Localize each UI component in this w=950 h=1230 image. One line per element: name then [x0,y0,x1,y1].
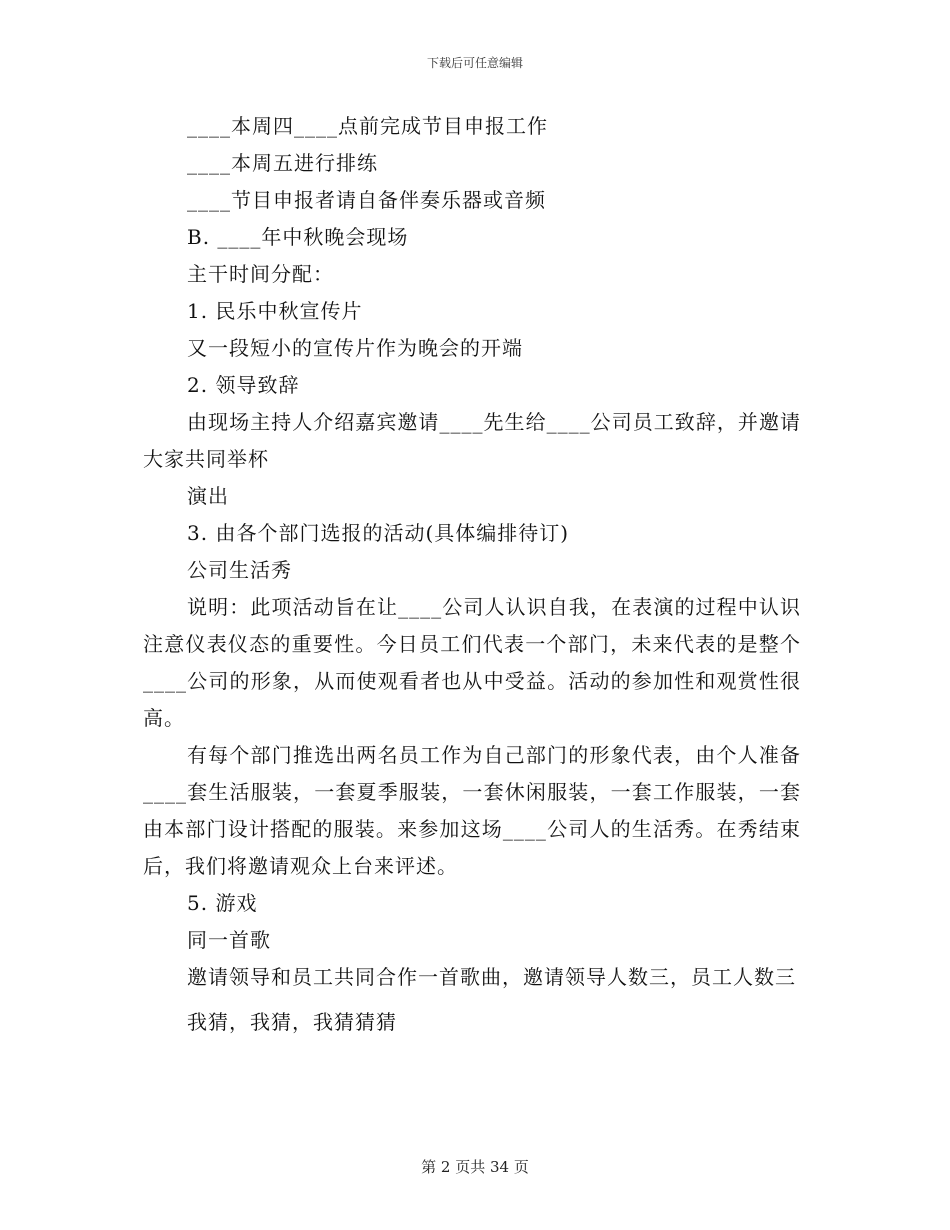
paragraph-3: ____节目申报者请自备伴奏乐器或音频 [187,188,546,212]
life-show-title: 公司生活秀 [187,558,292,582]
item-2-text: 由现场主持人介绍嘉宾邀请____先生给____公司员工致辞，并邀请大家共同举杯 [143,410,801,471]
paragraph-schedule-title: 主干时间分配： [187,262,334,286]
game-title: 同一首歌 [187,928,271,952]
item-1-title: 1. 民乐中秋宣传片 [187,299,363,323]
life-show-description: 说明：此项活动旨在让____公司人认识自我，在表演的过程中认识注意仪表仪态的重要性。今日员工们代表一个部门，未来代表的是整个____公司的形象，从而使观看者也从中受益。活动的参加性和观赏性很高。 [143,595,801,730]
paragraph-1: ____本周四____点前完成节目申报工作 [187,114,548,138]
document-body [143,108,801,1041]
page-footer: 第 2 页共 34 页 [421,1158,529,1176]
item-1-text: 又一段短小的宣传片作为晚会的开端 [187,336,523,360]
performance-label: 演出 [187,484,229,508]
page-header: 下载后可任意编辑 [426,56,523,70]
paragraph-2: ____本周五进行排练 [187,151,378,175]
item-2-title: 2. 领导致辞 [187,373,300,397]
item-5-title: 5. 游戏 [187,891,258,915]
game-description: 邀请领导和员工共同合作一首歌曲，邀请领导人数三，员工人数三 [187,965,796,989]
life-show-details: 有每个部门推选出两名员工作为自己部门的形象代表，由个人准备____套生活服装，一套夏季服装，一套休闲服装，一套工作服装，一套由本部门设计搭配的服装。来参加这场____公司人的生活秀。在秀结束后，我们将邀请观众上台来评述。 [143,743,801,878]
guess-game-title: 我猜，我猜，我猜猜猜 [187,1010,397,1034]
item-3-title: 3. 由各个部门选报的活动(具体编排待订) [187,521,570,545]
section-heading-b: B. ____年中秋晚会现场 [187,225,409,249]
